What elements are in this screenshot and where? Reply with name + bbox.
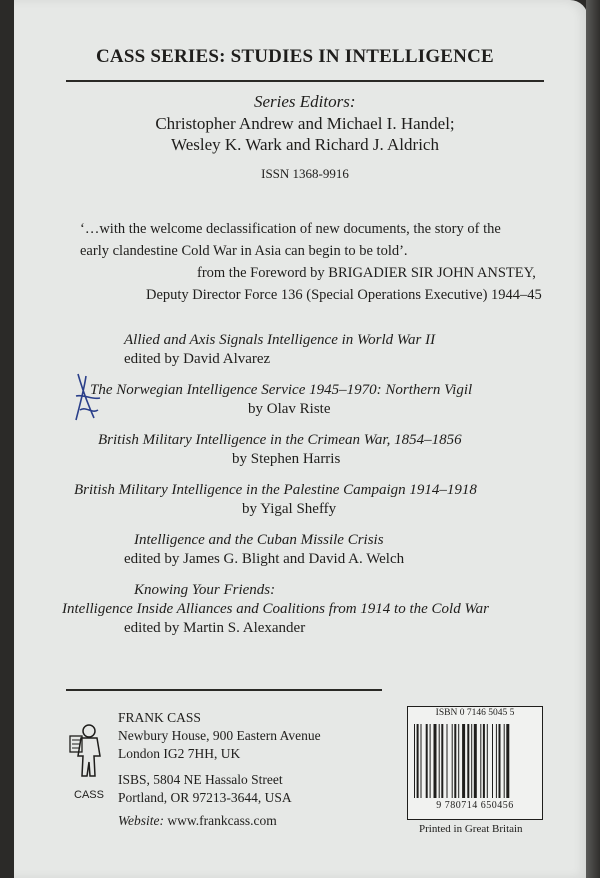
frank-cass-logo-icon	[68, 722, 108, 786]
barcode-bar	[506, 724, 509, 798]
book-title-5: Intelligence and the Cuban Missile Crisis	[134, 532, 384, 548]
publisher-name: FRANK CASS	[118, 710, 201, 725]
book-byline-4: by Yigal Sheffy	[242, 501, 337, 517]
quote-attribution-1: from the Foreword by BRIGADIER SIR JOHN ANSTEY,	[197, 265, 536, 281]
barcode-bar	[487, 724, 488, 798]
pen-mark-icon	[74, 370, 102, 424]
series-title: CASS SERIES: STUDIES IN INTELLIGENCE	[96, 46, 494, 67]
quote-line-1: ‘…with the welcome declassification of new documents, the story of the	[80, 221, 501, 237]
publisher-us-address-2: Portland, OR 97213-3644, USA	[118, 790, 292, 805]
book-byline-1: edited by David Alvarez	[124, 351, 271, 367]
publisher-rule	[66, 689, 382, 691]
book-title-2: The Norwegian Intelligence Service 1945–1970: Northern Vigil	[90, 382, 473, 398]
book-back-cover	[14, 0, 588, 878]
barcode-panel	[407, 706, 543, 820]
book-byline-5: edited by James G. Blight and David A. Welch	[124, 551, 405, 567]
header-rule	[66, 80, 544, 82]
barcode-bar	[417, 724, 419, 798]
cover-edge	[586, 0, 600, 878]
series-editors-label: Series Editors:	[254, 92, 356, 111]
barcode-bar	[452, 724, 453, 798]
barcode-bar	[492, 724, 493, 798]
barcode-bar	[434, 724, 437, 798]
logo-label: CASS	[74, 789, 104, 801]
quote-attribution-2: Deputy Director Force 136 (Special Operations Executive) 1944–45	[146, 287, 542, 303]
series-editors-line-1: Christopher Andrew and Michael I. Handel;	[155, 114, 455, 133]
isbn-label: ISBN 0 7146 5045 5	[435, 708, 515, 718]
barcode-bar	[496, 724, 497, 798]
book-title-1: Allied and Axis Signals Intelligence in World War II	[124, 332, 436, 348]
barcode-bar	[430, 724, 431, 798]
publisher-address-2: London IG2 7HH, UK	[118, 746, 241, 761]
barcode-bar	[480, 724, 481, 798]
book-title-3: British Military Intelligence in the Crimean War, 1854–1856	[98, 432, 462, 448]
website-label: Website:	[118, 813, 164, 828]
barcode-bar	[467, 724, 469, 798]
barcode-bar	[499, 724, 501, 798]
barcode-bar	[414, 724, 415, 798]
barcode-bar	[471, 724, 472, 798]
barcode-bar	[504, 724, 505, 798]
barcode-bar	[483, 724, 485, 798]
barcode-icon	[414, 724, 536, 798]
barcode-bar	[447, 724, 448, 798]
barcode-number: 9 780714 650456	[436, 800, 514, 811]
book-title-6: Knowing Your Friends:	[134, 582, 276, 598]
issn-number: ISSN 1368-9916	[261, 166, 349, 181]
book-byline-6: edited by Martin S. Alexander	[124, 620, 306, 636]
barcode-bar	[439, 724, 440, 798]
barcode-bar	[421, 724, 422, 798]
barcode-bar	[454, 724, 456, 798]
barcode-bar	[426, 724, 428, 798]
barcode-bar	[474, 724, 477, 798]
publisher-website: www.frankcass.com	[167, 813, 277, 828]
series-editors-line-2: Wesley K. Wark and Richard J. Aldrich	[171, 135, 439, 154]
book-byline-2: by Olav Riste	[248, 401, 331, 417]
barcode-bar	[462, 724, 465, 798]
book-byline-3: by Stephen Harris	[232, 451, 341, 467]
quote-line-2: early clandestine Cold War in Asia can begin to be told’.	[80, 243, 408, 259]
publisher-address-1: Newbury House, 900 Eastern Avenue	[118, 728, 321, 743]
book-subtitle-6: Intelligence Inside Alliances and Coalitions from 1914 to the Cold War	[62, 601, 489, 617]
printed-in-label: Printed in Great Britain	[419, 823, 523, 835]
book-title-4: British Military Intelligence in the Palestine Campaign 1914–1918	[74, 482, 477, 498]
barcode-bar	[441, 724, 443, 798]
publisher-us-address-1: ISBS, 5804 NE Hassalo Street	[118, 772, 283, 787]
barcode-bar	[458, 724, 459, 798]
